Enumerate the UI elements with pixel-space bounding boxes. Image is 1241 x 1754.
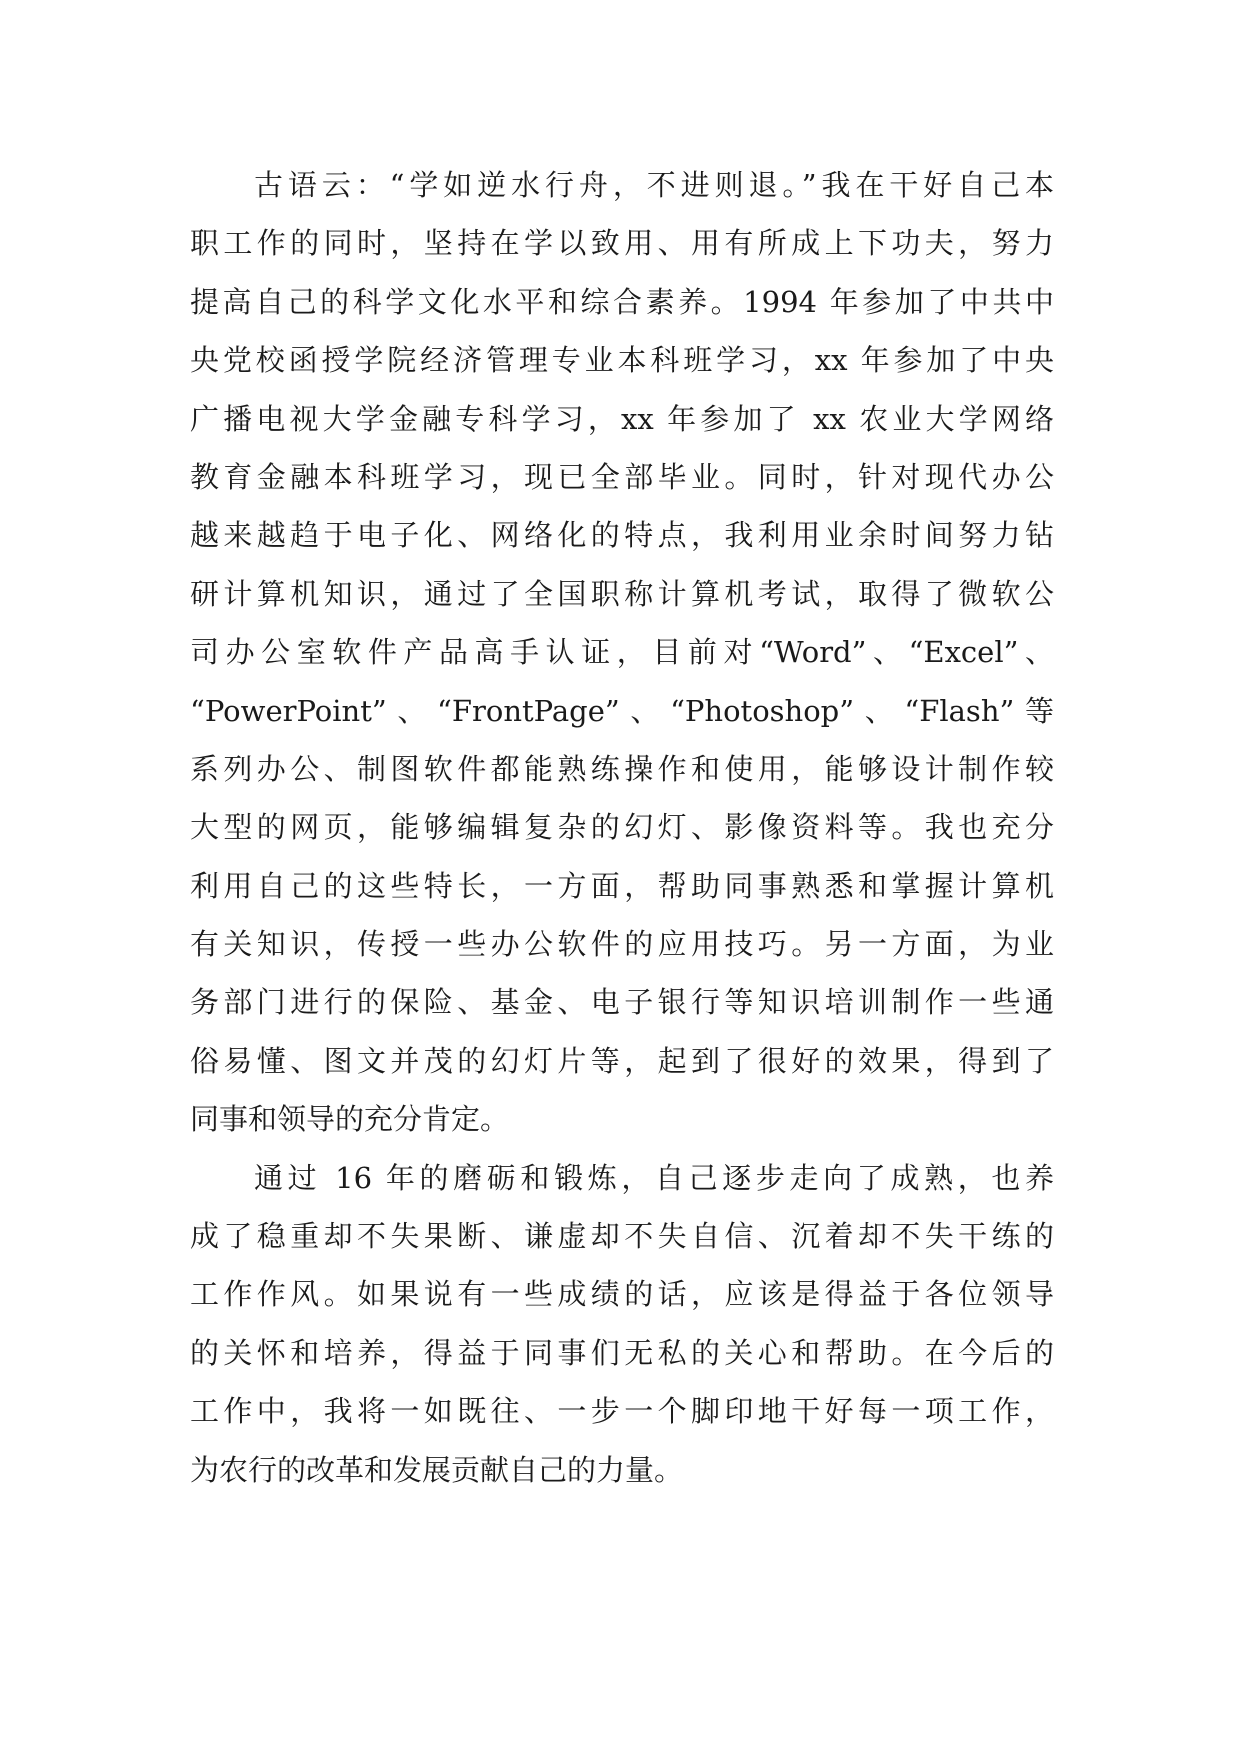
document-body: [190, 156, 1054, 1499]
paragraph-2: [190, 1149, 1054, 1499]
text-line: 有关知识，传授一些办公软件的应用技巧。另一方面，为业: [190, 927, 1054, 962]
text-line: 成了稳重却不失果断、谦虚却不失自信、沉着却不失干练的: [190, 1219, 1054, 1254]
text-line: 大型的网页，能够编辑复杂的幻灯、影像资料等。我也充分: [190, 810, 1054, 845]
text-line: 工作中，我将一如既往、一步一个脚印地干好每一项工作，: [190, 1394, 1054, 1429]
text-line: 教育金融本科班学习，现已全部毕业。同时，针对现代办公: [190, 459, 1054, 494]
text-line: 利用自己的这些特长，一方面，帮助同事熟悉和掌握计算机: [190, 868, 1054, 903]
text-line: 司办公室软件产品高手认证，目前对“Word”、“Excel”、: [190, 635, 1054, 670]
text-line: 的关怀和培养，得益于同事们无私的关心和帮助。在今后的: [190, 1335, 1054, 1370]
text-line: “PowerPoint”、“FrontPage”、“Photoshop”、“Flash”等: [190, 693, 1054, 728]
text-line: 广播电视大学金融专科学习，xx 年参加了 xx 农业大学网络: [190, 401, 1054, 436]
text-line: 通过 16 年的磨砺和锻炼，自己逐步走向了成熟，也养: [254, 1160, 1054, 1195]
text-line: 工作作风。如果说有一些成绩的话，应该是得益于各位领导: [190, 1277, 1054, 1312]
text-line: 古语云：“学如逆水行舟，不进则退。”我在干好自己本: [254, 168, 1054, 202]
paragraph-1: [190, 156, 1054, 1149]
text-line: 俗易懂、图文并茂的幻灯片等，起到了很好的效果，得到了: [190, 1043, 1054, 1078]
text-line: 同事和领导的充分肯定。: [190, 1102, 510, 1137]
text-line: 职工作的同时，坚持在学以致用、用有所成上下功夫，努力: [190, 226, 1054, 261]
text-line: 提高自己的科学文化水平和综合素养。1994 年参加了中共中: [190, 284, 1054, 319]
text-line: 务部门进行的保险、基金、电子银行等知识培训制作一些通: [190, 985, 1054, 1020]
text-line: 央党校函授学院经济管理专业本科班学习，xx 年参加了中央: [190, 343, 1054, 378]
text-line: 研计算机知识，通过了全国职称计算机考试，取得了微软公: [190, 576, 1054, 611]
text-line: 为农行的改革和发展贡献自己的力量。: [190, 1452, 684, 1487]
text-line: 越来越趋于电子化、网络化的特点，我利用业余时间努力钻: [190, 518, 1054, 553]
text-line: 系列办公、制图软件都能熟练操作和使用，能够设计制作较: [190, 751, 1054, 786]
